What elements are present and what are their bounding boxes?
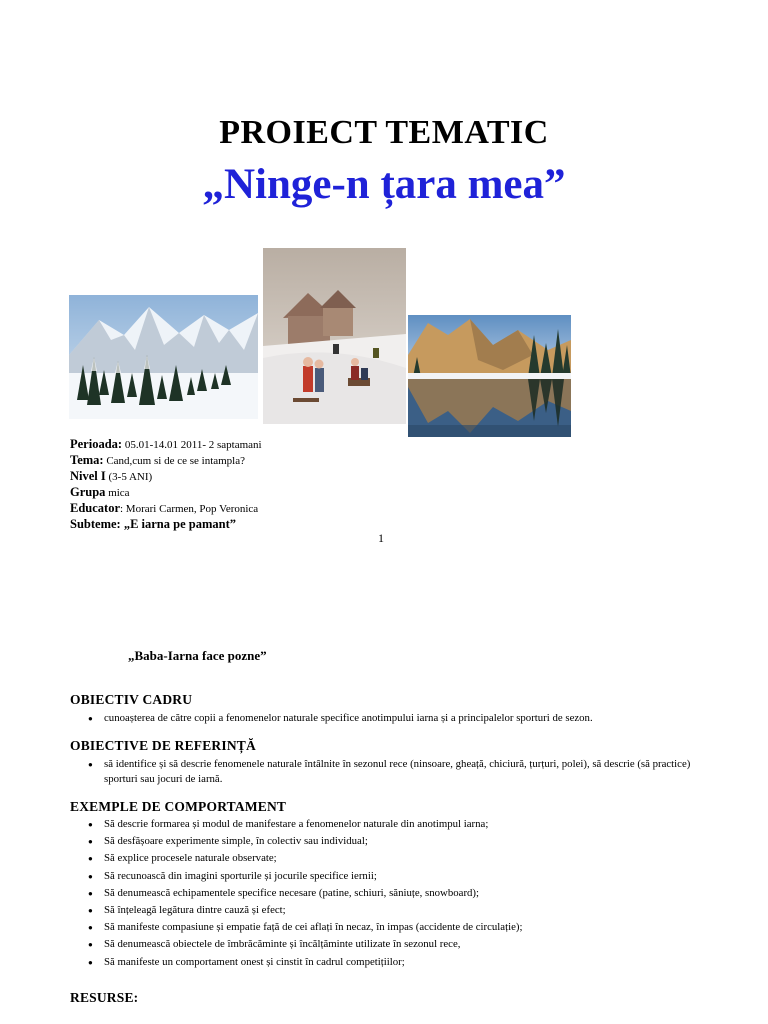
project-name: „Ninge-n țara mea”: [202, 161, 566, 208]
tema-value: Cand,cum si de ce se intampla?: [103, 455, 246, 467]
grupa-value: mica: [105, 487, 130, 499]
perioada-value: 05.01-14.01 2011- 2 saptamani: [122, 439, 262, 451]
winter-lake-photo: [408, 315, 571, 437]
obiective-referinta-list: [70, 757, 710, 789]
perioada-label: Perioada:: [70, 437, 123, 451]
nivel-label: Nivel I: [70, 469, 106, 483]
resurse-heading: RESURSE:: [70, 990, 139, 1005]
snowy-mountains-photo: [69, 295, 258, 419]
exemple-heading: EXEMPLE DE COMPORTAMENT: [70, 799, 287, 814]
educator-value: : Morari Carmen, Pop Veronica: [120, 503, 259, 515]
list-item: ● Să recunoască din imagini sporturile și jocurile specifice iernii;: [70, 869, 710, 884]
exemple-list: [70, 817, 710, 972]
list-item: ● Să descrie formarea și modul de manifestare a fenomenelor naturale din anotimpul iarna;: [70, 817, 710, 832]
list-item: ● Să manifeste un comportament onest și cinstit în cadrul competițiilor;: [70, 955, 710, 970]
obiectiv-cadru-list: [70, 711, 710, 728]
section-subtitle: „Baba-Iarna face pozne”: [128, 648, 267, 663]
obiectiv-cadru-heading: OBIECTIV CADRU: [70, 692, 193, 707]
list-item: ● Să manifeste compasiune și empatie față de cei aflați în necaz, în impas (accidente de circulație);: [70, 920, 710, 935]
grupa-label: Grupa: [70, 485, 106, 499]
sledding-painting: [263, 248, 406, 424]
educator-label: Educator: [70, 501, 120, 515]
page-number: 1: [378, 531, 384, 545]
list-item: ● Să denumească obiectele de îmbrăcăminte și încălțăminte utilizate în sezonul rece,: [70, 937, 710, 952]
list-item: ● Să explice procesele naturale observate;: [70, 851, 710, 866]
document-title: PROIECT TEMATIC: [219, 114, 549, 151]
info-grupa: [70, 484, 130, 501]
info-subteme: [70, 516, 236, 532]
list-item: ● Să înțeleagă legătura dintre cauză și efect;: [70, 903, 710, 918]
info-nivel: [70, 468, 152, 485]
info-perioada: [70, 436, 262, 453]
info-tema: [70, 452, 245, 469]
subteme-label: Subteme:: [70, 517, 121, 531]
nivel-value: (3-5 ANI): [105, 471, 153, 483]
subteme-value: „E iarna pe pamant”: [120, 517, 236, 531]
obiective-referinta-heading: OBIECTIVE DE REFERINȚĂ: [70, 738, 256, 753]
info-educator: [70, 500, 258, 517]
list-item: ● să identifice și să descrie fenomenele naturale întâlnite în sezonul rece (ninsoare, gheață, chiciură, țurțuri, polei), să descrie (să practice) sporturi sau jocuri de iarnă.: [70, 757, 710, 787]
tema-label: Tema:: [70, 453, 104, 467]
list-item: ● Să denumească echipamentele specifice necesare (patine, schiuri, săniuțe, snowboard);: [70, 886, 710, 901]
list-item: ● Să desfășoare experimente simple, în colectiv sau individual;: [70, 834, 710, 849]
list-item: ● cunoașterea de către copii a fenomenelor naturale specifice anotimpului iarna și a principalelor sporturi de sezon.: [70, 711, 710, 726]
